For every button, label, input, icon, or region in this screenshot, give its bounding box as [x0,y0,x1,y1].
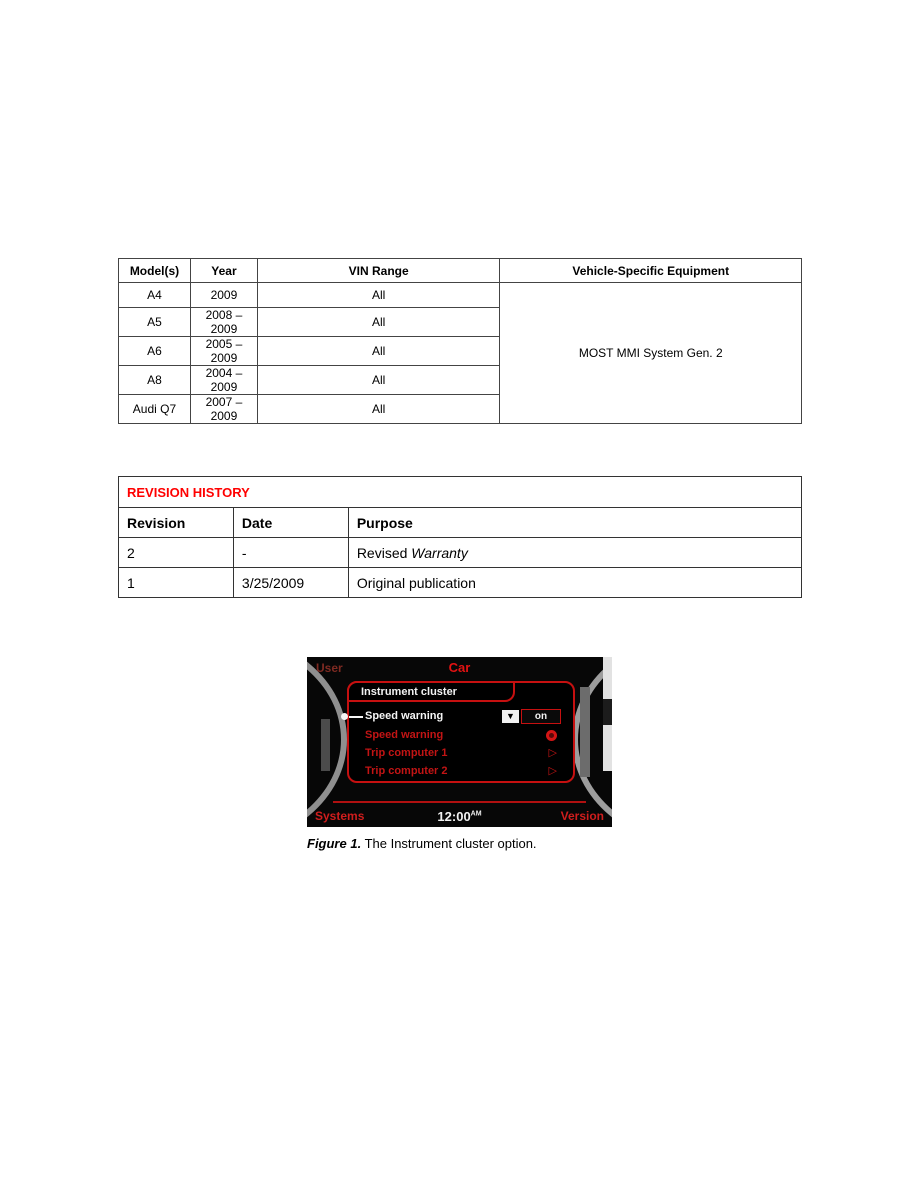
model-cell: A5 [119,308,191,337]
year-cell: 2005 – 2009 [190,337,257,366]
model-cell: Audi Q7 [119,395,191,424]
revision-history-title: REVISION HISTORY [119,477,802,508]
table-row [119,283,802,308]
date-cell: 3/25/2009 [233,568,348,598]
revision-title-row [119,477,802,508]
vin-cell: All [257,366,500,395]
mmi-item-label: Trip computer 2 [365,765,448,777]
purpose-italic-text: Warranty [411,544,468,561]
header-equipment: Vehicle-Specific Equipment [500,259,802,283]
purpose-cell [348,538,801,568]
figure-label: Figure 1. [307,836,362,851]
figure-text: The Instrument cluster option. [361,836,537,851]
bottom-divider-line [333,801,586,803]
year-cell: 2008 – 2009 [190,308,257,337]
year-cell: 2009 [190,283,257,308]
purpose-text: Revised [356,544,412,561]
mmi-item-speed-warning-selected [349,707,573,726]
mmi-item-label: Trip computer 1 [365,747,448,759]
scrollbar-thumb [603,699,612,725]
vehicle-table [118,258,802,424]
year-cell: 2007 – 2009 [190,395,257,424]
equipment-cell: MOST MMI System Gen. 2 [500,283,802,424]
mmi-item-label: Speed warning [365,729,444,741]
date-cell: - [233,538,348,568]
revision-row [119,538,802,568]
model-cell: A6 [119,337,191,366]
revision-history-table [118,476,802,598]
purpose-cell [348,568,801,598]
header-year: Year [190,259,257,283]
model-cell: A4 [119,283,191,308]
vin-cell: All [257,308,500,337]
vin-cell: All [257,395,500,424]
dropdown-value: on [521,709,561,724]
time-value: 12:00 [437,809,471,824]
mmi-tab-user: User [316,661,343,675]
time-ampm: AM [470,810,482,818]
revision-row [119,568,802,598]
header-revision: Revision [119,508,234,538]
vin-cell: All [257,283,500,308]
selection-dash [349,716,363,718]
year-cell: 2004 – 2009 [190,366,257,395]
mmi-menu-title: Instrument cluster [347,681,515,702]
model-cell: A8 [119,366,191,395]
mmi-tab-version: Version [560,809,604,823]
dropdown-arrow-icon: ▼ [502,710,519,723]
figure-caption [307,836,537,851]
revision-cell: 1 [119,568,234,598]
arrow-right-icon: ▷ [548,765,557,777]
mmi-tab-car: Car [448,660,471,675]
revision-header-row [119,508,802,538]
vehicle-table-header-row [119,259,802,283]
mmi-item-speed-warning [349,726,573,745]
arrow-right-icon: ▷ [548,747,557,759]
right-gray-block [580,687,590,777]
header-models: Model(s) [119,259,191,283]
header-date: Date [233,508,348,538]
mmi-menu-panel [347,681,575,783]
mmi-item-trip-computer-1 [349,744,573,763]
left-gray-block [321,719,330,771]
revision-cell: 2 [119,538,234,568]
selection-dot-icon [341,713,348,720]
purpose-text: Original publication [356,574,476,591]
mmi-tab-systems: Systems [315,809,365,823]
radio-icon [546,730,557,741]
mmi-item-label: Speed warning [365,710,444,722]
mmi-item-trip-computer-2 [349,762,573,781]
mmi-screen-figure [307,657,612,827]
header-purpose: Purpose [348,508,801,538]
header-vin-range: VIN Range [257,259,500,283]
vin-cell: All [257,337,500,366]
